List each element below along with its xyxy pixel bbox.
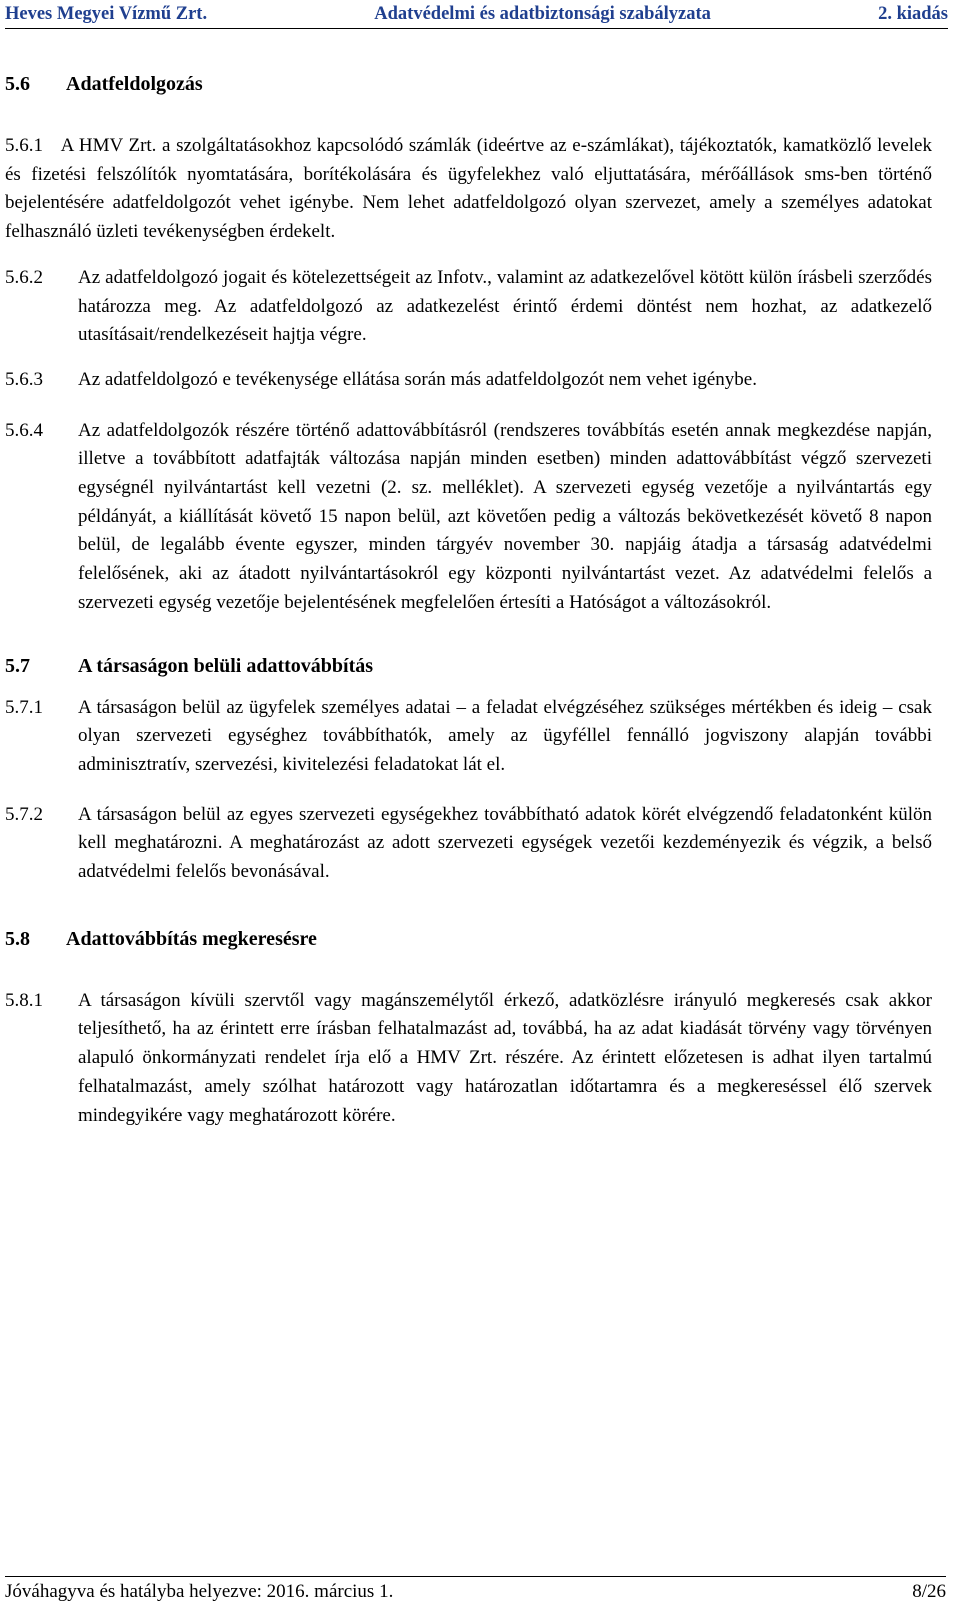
section-number: 5.6 xyxy=(5,73,30,95)
paragraph-number: 5.8.1 xyxy=(5,989,43,1011)
paragraph-5-6-3 xyxy=(5,366,932,395)
section-number: 5.7 xyxy=(5,654,30,677)
paragraph-5-6-1 xyxy=(5,132,932,247)
section-heading-5-8 xyxy=(5,925,932,953)
paragraph-5-6-2 xyxy=(5,264,932,350)
paragraph-5-7-1 xyxy=(5,694,932,780)
paragraph-number: 5.6.3 xyxy=(5,368,43,390)
paragraph-number: 5.7.1 xyxy=(5,696,43,718)
paragraph-text: Az adatfeldolgozók részére történő adattovábbításról (rendszeres továbbítás esetén annak megkezdése napján, illetve a továbbított adatfajták változása napján minden esetben) minden adattovábbítást végző szervezeti egységnél nyilvántartást kell vezetni (2. sz. melléklet). A szervezeti egység vezetője a nyilvántartás egy példányát, a kiállítását követő 15 napon belül, azt követően pedig a változás bekövetkezését követő 8 napon belül, de legalább évente egyszer, minden tárgyév november 30. napjáig átadja a társaság adatvédelmi felelősének, aki az átadott nyilvántartásokról egy központi nyilvántartást vezet. Az adatvédelmi felelős a szervezeti egység vezetője bejelentésének megfelelően értesíti a Hatóságot a változásokról. xyxy=(78,419,932,613)
paragraph-text: A HMV Zrt. a szolgáltatásokhoz kapcsolódó számlák (ideértve az e-számlákat), tájékoztatók, kamatközlő levelek és fizetési felszólítók nyomtatására, borítékolására és ügyfelekhez való eljuttatására, mérőállások sms-ben történő bejelentésére adatfeldolgozót vehet igénybe. Nem lehet adatfeldolgozó olyan szervezet, amely a személyes adatokat felhasználó üzleti tevékenységben érdekelt. xyxy=(5,135,932,243)
footer-page-number: 8/26 xyxy=(912,1581,946,1602)
section-title: Adatfeldolgozás xyxy=(66,73,203,95)
paragraph-number: 5.7.2 xyxy=(5,803,43,825)
paragraph-number: 5.6.2 xyxy=(5,266,43,288)
section-title: A társaságon belüli adattovábbítás xyxy=(78,654,374,677)
header-company: Heves Megyei Vízmű Zrt. xyxy=(5,3,208,24)
page-header xyxy=(5,0,948,29)
paragraph-number: 5.6.1 xyxy=(5,135,43,156)
paragraph-5-6-4 xyxy=(5,417,932,618)
paragraph-5-8-1 xyxy=(5,987,932,1131)
section-heading-5-6 xyxy=(5,70,932,98)
paragraph-text: A társaságon belül az ügyfelek személyes adatai – a feladat elvégzéséhez szükséges mértékben és ideig – csak olyan szervezeti egységhez továbbíthatók, amely az ügyféllel fennálló jogviszony alapján további adminisztratív, szervezési, kivitelezési feladatokat lát el. xyxy=(78,696,932,775)
paragraph-number: 5.6.4 xyxy=(5,419,43,441)
paragraph-text: Az adatfeldolgozó e tevékenysége ellátása során más adatfeldolgozót nem vehet igénybe. xyxy=(78,368,757,390)
paragraph-text: A társaságon belül az egyes szervezeti egységekhez továbbítható adatok körét elvégzendő feladatonként külön kell meghatározni. A meghatározást az adott szervezeti egységek vezetői kezdeményezik és végzik, a belső adatvédelmi felelős bevonásával. xyxy=(78,803,932,883)
document-body xyxy=(5,70,932,1130)
header-edition: 2. kiadás xyxy=(878,3,948,24)
footer-approval-date: Jóváhagyva és hatályba helyezve: 2016. március 1. xyxy=(5,1581,394,1602)
paragraph-text: Az adatfeldolgozó jogait és kötelezettségeit az Infotv., valamint az adatkezelővel kötött külön írásbeli szerződés határozza meg. Az adatfeldolgozó az adatkezelést érintő érdemi döntést nem hozhat, az adatkezelő utasításait/rendelkezéseit hajtja végre. xyxy=(78,266,932,346)
header-document-title: Adatvédelmi és adatbiztonsági szabályzata xyxy=(374,3,711,24)
section-heading-5-7 xyxy=(5,652,932,680)
paragraph-5-7-2 xyxy=(5,801,932,887)
section-title: Adattovábbítás megkeresésre xyxy=(66,927,317,950)
section-number: 5.8 xyxy=(5,927,30,950)
paragraph-text: A társaságon kívüli szervtől vagy magánszemélytől érkező, adatközlésre irányuló megkeresés csak akkor teljesíthető, ha az érintett erre írásban felhatalmazást ad, továbbá, ha az adat kiadását törvény vagy törvényen alapuló önkormányzati rendelet írja elő a HMV Zrt. részére. Az érintett előzetesen is adhat ilyen tartalmú felhatalmazást, amely szólhat határozott vagy határozatlan időtartamra és a megkereséssel élő szervek mindegyikére vagy meghatározott körére. xyxy=(78,989,932,1126)
page-footer xyxy=(5,1576,946,1607)
